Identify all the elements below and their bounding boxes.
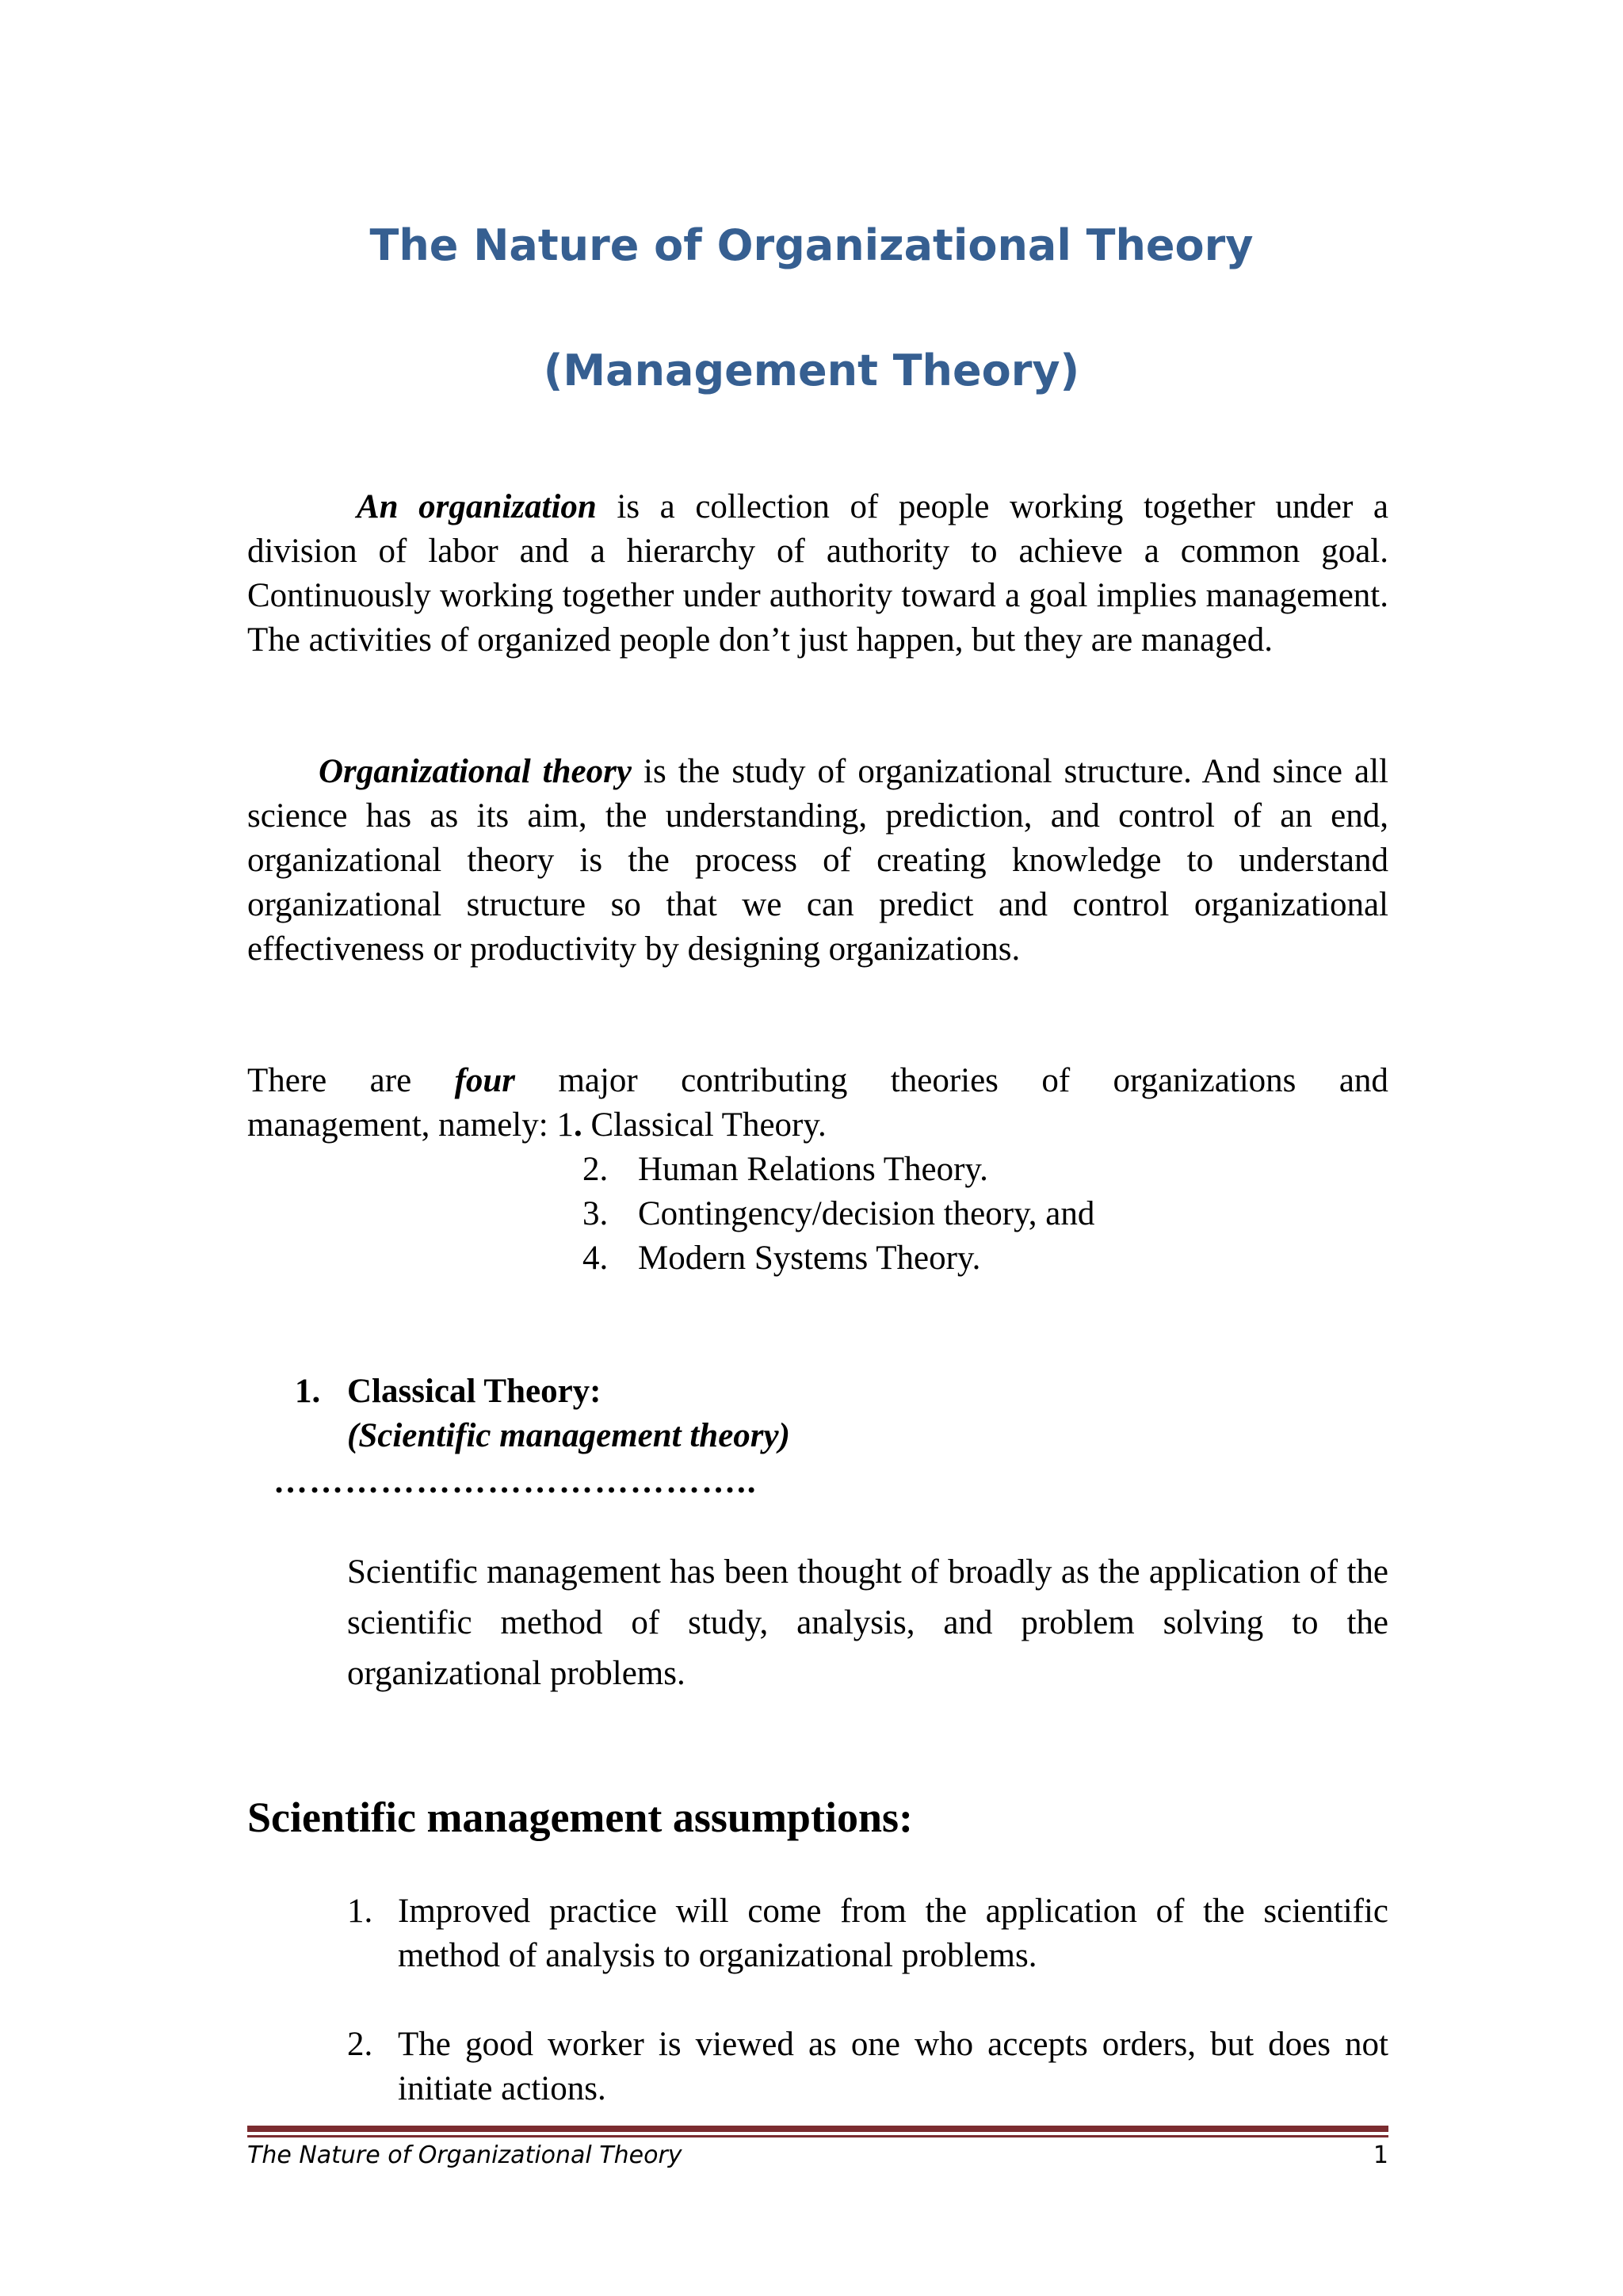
word: major (558, 1062, 638, 1099)
footer-rule-thick (247, 2126, 1388, 2132)
list-number: 1. (347, 1893, 373, 1930)
theories-intro-line-2 (247, 1103, 1388, 1148)
theory-list (582, 1148, 1094, 1281)
footer-rule-thin (247, 2135, 1388, 2137)
theory-item (582, 1192, 1094, 1236)
page-title: The Nature of Organizational Theory (369, 220, 1254, 270)
dotted-separator: ………………………………….. (273, 1463, 758, 1500)
section-number: 1. (295, 1373, 321, 1410)
theories-intro (247, 1059, 1388, 1148)
section-heading-classical (295, 1370, 601, 1414)
theory-label: Human Relations Theory. (638, 1151, 988, 1188)
word: organizations (1113, 1062, 1296, 1099)
list-number: 4. (582, 1240, 609, 1277)
scientific-management-paragraph: Scientific management has been thought of broadly as the application of the scientific method of study, analysis, and problem solving to the organizational problems. (347, 1553, 1388, 1692)
list-number: 2. (347, 2026, 373, 2063)
theories-bold-dot: . (573, 1106, 582, 1144)
word: There (247, 1062, 327, 1099)
word-emphasis-four: four (454, 1062, 516, 1099)
word: theories (890, 1062, 999, 1099)
term-organizational-theory: Organizational theory (319, 753, 632, 790)
list-number: 3. (582, 1195, 609, 1232)
word: contributing (681, 1062, 848, 1099)
assumption-item (347, 1889, 1388, 1978)
theory-item (582, 1148, 1094, 1192)
word: of (1041, 1062, 1071, 1099)
page-number: 1 (1373, 2141, 1388, 2169)
theories-intro-line-1 (247, 1059, 1388, 1103)
section-title: Classical Theory: (347, 1373, 601, 1410)
theory-item (582, 1236, 1094, 1281)
word: are (369, 1062, 412, 1099)
intro-paragraph-1-text: is a collection of people working together under a division of labor and a hierarchy of authority to achieve a common goal. Continuously working together under authority toward a goal implies management. The activities of organized people don’t just happen, but they are managed. (247, 488, 1388, 659)
assumptions-heading: Scientific management assumptions: (247, 1794, 913, 1841)
assumption-item (347, 2023, 1388, 2111)
assumption-text: The good worker is viewed as one who accepts orders, but does not initiate actions. (398, 2026, 1388, 2107)
theory-label: Contingency/decision theory, and (638, 1195, 1095, 1232)
theories-prefix: management, namely: 1 (247, 1106, 574, 1144)
intro-paragraph-2-text: is the study of organizational structure. And since all science has as its aim, the understanding, prediction, and control of an end, organizational theory is the process of creating knowledge to understand organizational structure so that we can predict and control organizational effectiveness or productivity by designing organizations. (247, 753, 1389, 968)
word: and (1338, 1062, 1388, 1099)
list-number: 2. (582, 1151, 609, 1188)
assumption-text: Improved practice will come from the application of the scientific method of analysis to organizational problems. (398, 1893, 1388, 1974)
footer-title: The Nature of Organizational Theory (247, 2141, 682, 2169)
section-subheading: (Scientific management theory) (347, 1417, 790, 1454)
theory-item-1: Classical Theory. (582, 1106, 827, 1144)
page-subtitle: (Management Theory) (543, 346, 1080, 395)
intro-paragraph-organization (247, 485, 1388, 663)
intro-paragraph-theory (247, 750, 1388, 972)
theory-label: Modern Systems Theory. (638, 1240, 981, 1277)
term-organization: An organization (357, 488, 597, 525)
